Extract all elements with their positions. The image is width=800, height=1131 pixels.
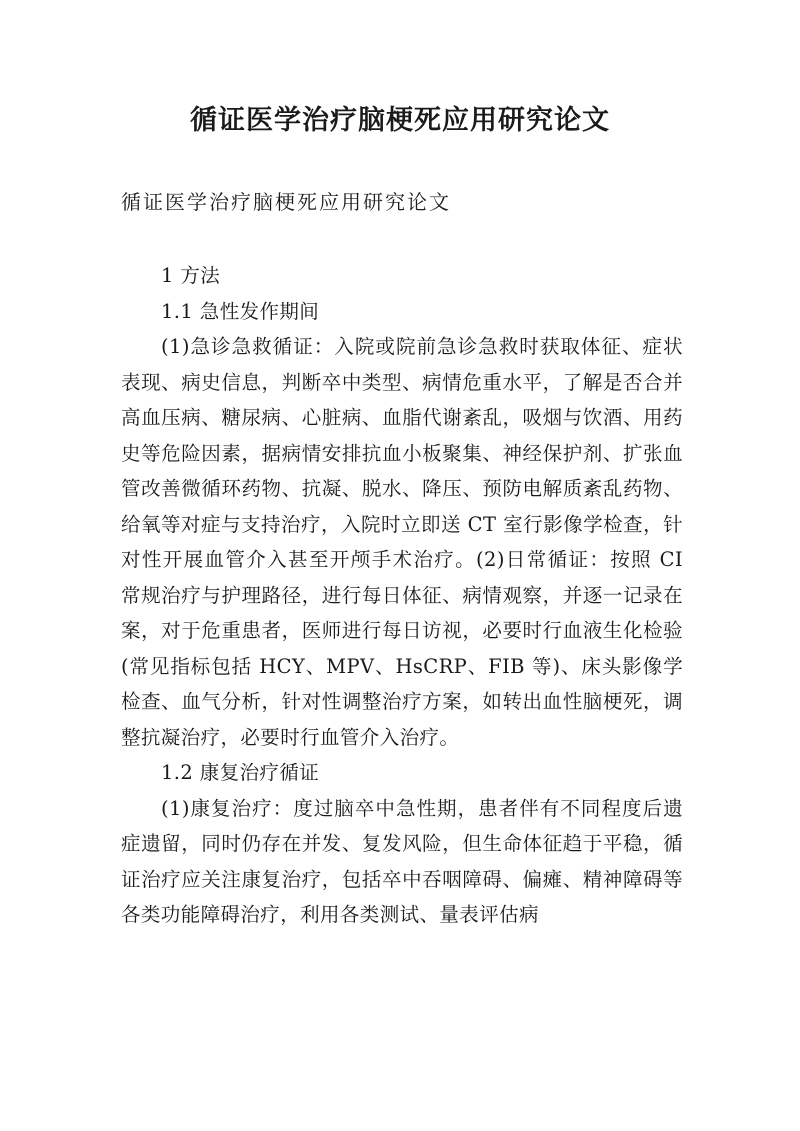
section-heading-1: 1 方法	[161, 264, 221, 287]
paragraph-acute-phase: (1)急诊急救循证：入院或院前急诊急救时获取体征、症状表现、病史信息，判断卒中类型、病情危重水平，了解是否合并高血压病、糖尿病、心脏病、血脂代谢紊乱，吸烟与饮酒、用药史等危险因素，据病情安排抗血小板聚集、神经保护剂、扩张血管改善微循环药物、抗凝、脱水、降压、预防电解质紊乱药物、给氧等对症与支持治疗，入院时立即送 CT 室行影像学检查，针对性开展血管介入甚至开颅手术治疗。(2)日常循证：按照 CI 常规治疗与护理路径，进行每日体征、病情观察，并逐一记录在案，对于危重患者，医师进行每日访视，必要时行血液生化检验(常见指标包括 HCY、MPV、HsCRP、FIB 等)、床头影像学检查、血气分析，针对性调整治疗方案，如转出血性脑梗死，调整抗凝治疗，必要时行血管介入治疗。	[121, 335, 683, 749]
section-heading-1-1: 1.1 急性发作期间	[161, 299, 320, 323]
section-heading-1-2: 1.2 康复治疗循证	[161, 761, 320, 784]
document-title: 循证医学治疗脑梗死应用研究论文	[190, 105, 610, 136]
paragraph-rehabilitation: (1)康复治疗：度过脑卒中急性期，患者伴有不同程度后遗症遗留，同时仍存在并发、复发风险，但生命体征趋于平稳，循证治疗应关注康复治疗，包括卒中吞咽障碍、偏瘫、精神障碍等各类功能障碍治疗，利用各类测试、量表评估病	[121, 796, 683, 926]
document-subtitle: 循证医学治疗脑梗死应用研究论文	[121, 190, 451, 214]
document-body	[121, 258, 683, 933]
